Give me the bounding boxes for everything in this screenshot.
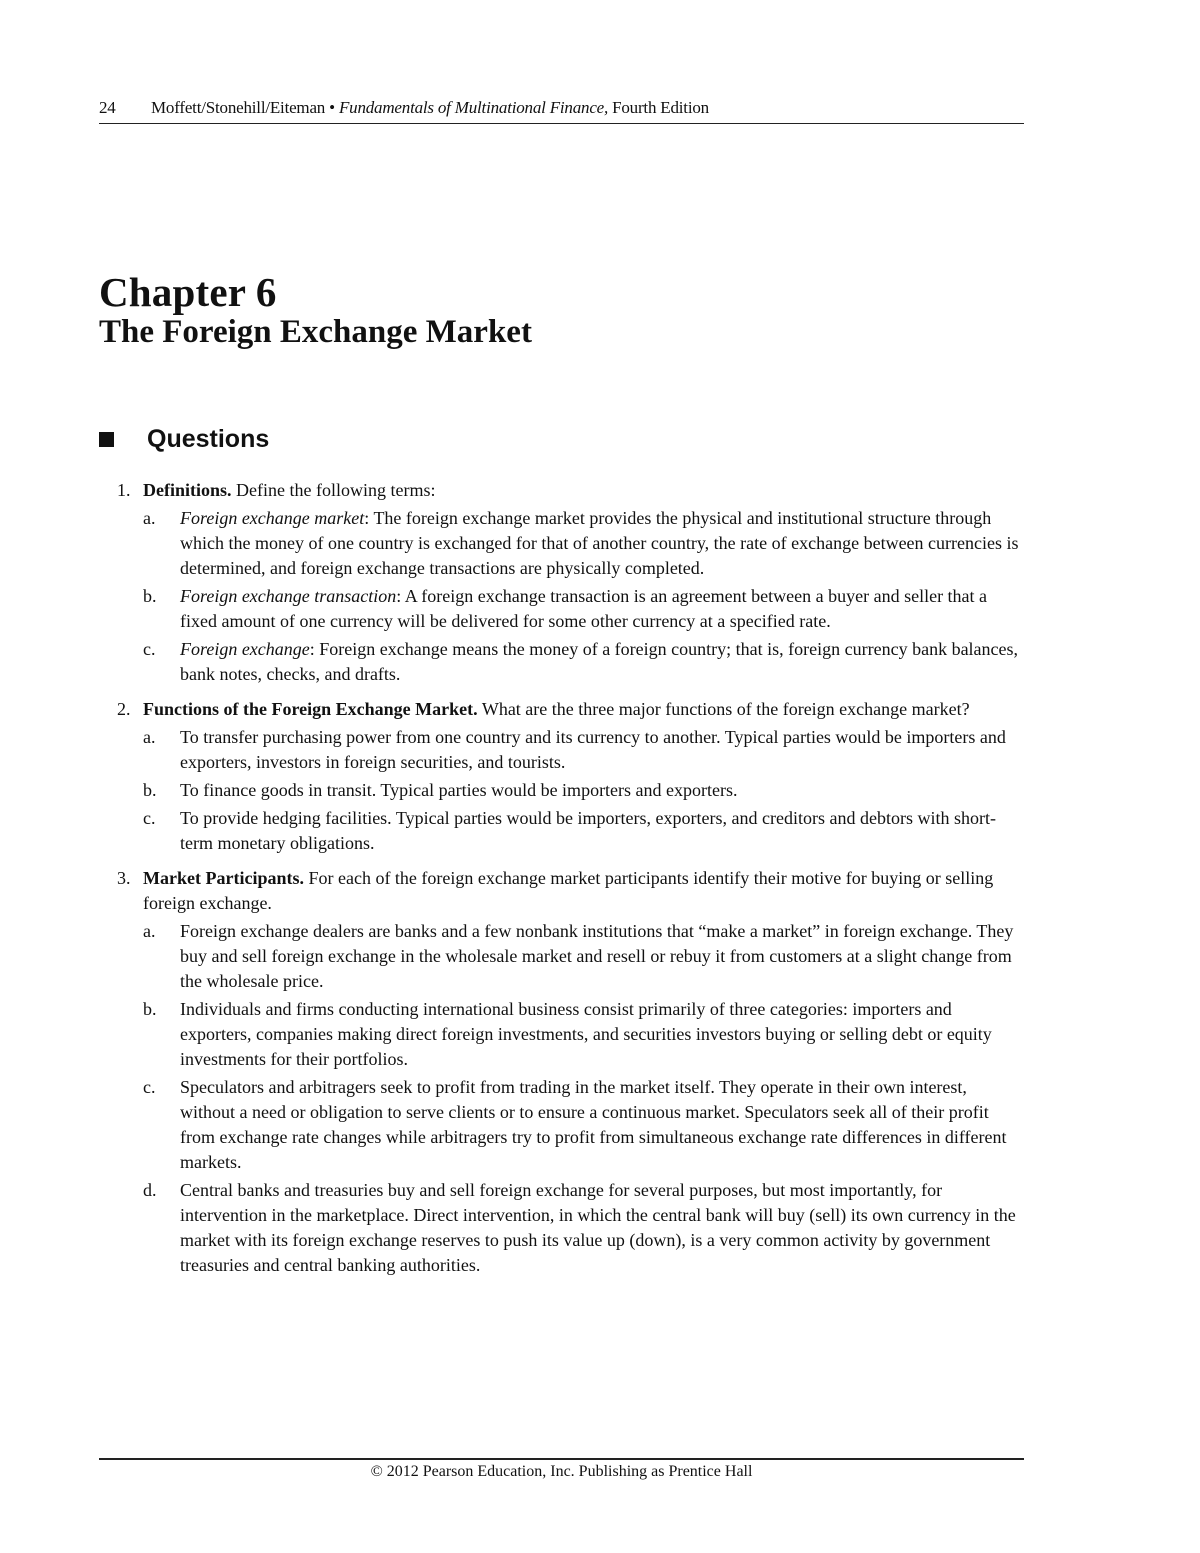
question-prompt: For each of the foreign exchange market participants identify their motive for buying or selling foreign exchange. — [143, 868, 994, 913]
question-item — [99, 697, 1024, 856]
answer-label: b. — [143, 780, 157, 800]
question-prompt: What are the three major functions of the foreign exchange market? — [477, 699, 970, 719]
answer-item — [143, 806, 1024, 856]
answer-item — [143, 919, 1024, 994]
answer-item — [143, 1075, 1024, 1175]
answer-item — [143, 584, 1024, 634]
answer-text — [180, 506, 1024, 581]
answer-item — [143, 637, 1024, 687]
answer-label: a. — [143, 921, 156, 941]
answer-term: Foreign exchange transaction — [180, 586, 397, 606]
answer-label: a. — [143, 508, 156, 528]
question-text — [143, 866, 1024, 916]
question-item — [99, 866, 1024, 1278]
page-number: 24 — [99, 98, 116, 117]
answer-text — [180, 997, 1024, 1072]
answer-body: : The foreign exchange market provides the physical and institutional structure through which the money of one country is exchanged for that of another country, the rate of exchange between currencies is determined, and foreign exchange transactions are physically completed. — [180, 508, 1019, 578]
answer-item — [143, 506, 1024, 581]
question-title: Definitions. — [143, 480, 232, 500]
answer-label: b. — [143, 999, 157, 1019]
answer-term: Foreign exchange — [180, 639, 310, 659]
answer-text — [180, 919, 1024, 994]
answer-item — [143, 997, 1024, 1072]
answer-body: To transfer purchasing power from one country and its currency to another. Typical parties would be importers and exporters, investors in foreign securities, and tourists. — [180, 727, 1006, 772]
answer-body: To provide hedging facilities. Typical parties would be importers, exporters, and creditors and debtors with short-term monetary obligations. — [180, 808, 996, 853]
answer-body: Foreign exchange dealers are banks and a few nonbank institutions that “make a market” in foreign exchange. They buy and sell foreign exchange in the wholesale market and resell or rebuy it from customers at a slight change from the wholesale price. — [180, 921, 1014, 991]
answer-text — [180, 584, 1024, 634]
answer-body: Speculators and arbitragers seek to profit from trading in the market itself. They operate in their own interest, without a need or obligation to serve clients or to ensure a continuous market. Speculators seek all of their profit from exchange rate changes while arbitragers try to profit from simultaneous exchange rate differences in different markets. — [180, 1077, 1007, 1172]
header-edition: Fourth Edition — [608, 98, 709, 117]
answer-body: : Foreign exchange means the money of a foreign country; that is, foreign currency bank balances, bank notes, checks, and drafts. — [180, 639, 1019, 684]
question-prompt: Define the following terms: — [231, 480, 436, 500]
square-bullet-icon — [99, 432, 114, 447]
question-title: Market Participants. — [143, 868, 304, 888]
header-rule — [99, 123, 1024, 124]
question-title: Functions of the Foreign Exchange Market. — [143, 699, 478, 719]
section-heading-label: Questions — [147, 425, 270, 453]
answer-body: To finance goods in transit. Typical parties would be importers and exporters. — [180, 780, 738, 800]
footer-copyright: © 2012 Pearson Education, Inc. Publishing as Prentice Hall — [370, 1463, 753, 1480]
question-item — [99, 478, 1024, 687]
header-book-title: Fundamentals of Multinational Finance, — [338, 98, 609, 117]
question-number: 2. — [117, 699, 131, 719]
answer-text — [180, 637, 1024, 687]
question-text — [143, 478, 1024, 503]
answer-body: : A foreign exchange transaction is an agreement between a buyer and seller that a fixed amount of one currency will be delivered for some other currency at a specified rate. — [180, 586, 988, 631]
answer-body: Central banks and treasuries buy and sell foreign exchange for several purposes, but most importantly, for intervention in the marketplace. Direct intervention, in which the central bank will buy (sell) its own currency in the market with its foreign exchange reserves to push its value up (down), is a very common activity by government treasuries and central banking authorities. — [180, 1180, 1016, 1275]
answer-text — [180, 1178, 1024, 1278]
question-text — [143, 697, 1024, 722]
answer-body: Individuals and firms conducting international business consist primarily of three categories: importers and exporters, companies making direct foreign investments, and securities investors buying or selling debt or equity investments for their portfolios. — [180, 999, 992, 1069]
answer-text — [180, 806, 1024, 856]
footer-rule — [99, 1458, 1024, 1460]
answer-label: b. — [143, 586, 157, 606]
answer-item — [143, 778, 1024, 803]
chapter-number: Chapter 6 — [99, 269, 277, 315]
running-header — [99, 98, 1024, 118]
answer-label: d. — [143, 1180, 157, 1200]
answer-term: Foreign exchange market — [180, 508, 365, 528]
answer-label: c. — [143, 1077, 156, 1097]
answer-item — [143, 1178, 1024, 1278]
header-authors: Moffett/Stonehill/Eiteman • — [151, 98, 339, 117]
section-heading — [99, 425, 269, 454]
question-number: 3. — [117, 868, 131, 888]
questions-list — [99, 478, 1024, 1288]
answer-item — [143, 725, 1024, 775]
answer-label: a. — [143, 727, 156, 747]
answer-label: c. — [143, 639, 156, 659]
chapter-title: The Foreign Exchange Market — [99, 314, 532, 350]
answer-label: c. — [143, 808, 156, 828]
answer-text — [180, 725, 1024, 775]
question-number: 1. — [117, 480, 131, 500]
answer-text — [180, 1075, 1024, 1175]
answer-text — [180, 778, 1024, 803]
